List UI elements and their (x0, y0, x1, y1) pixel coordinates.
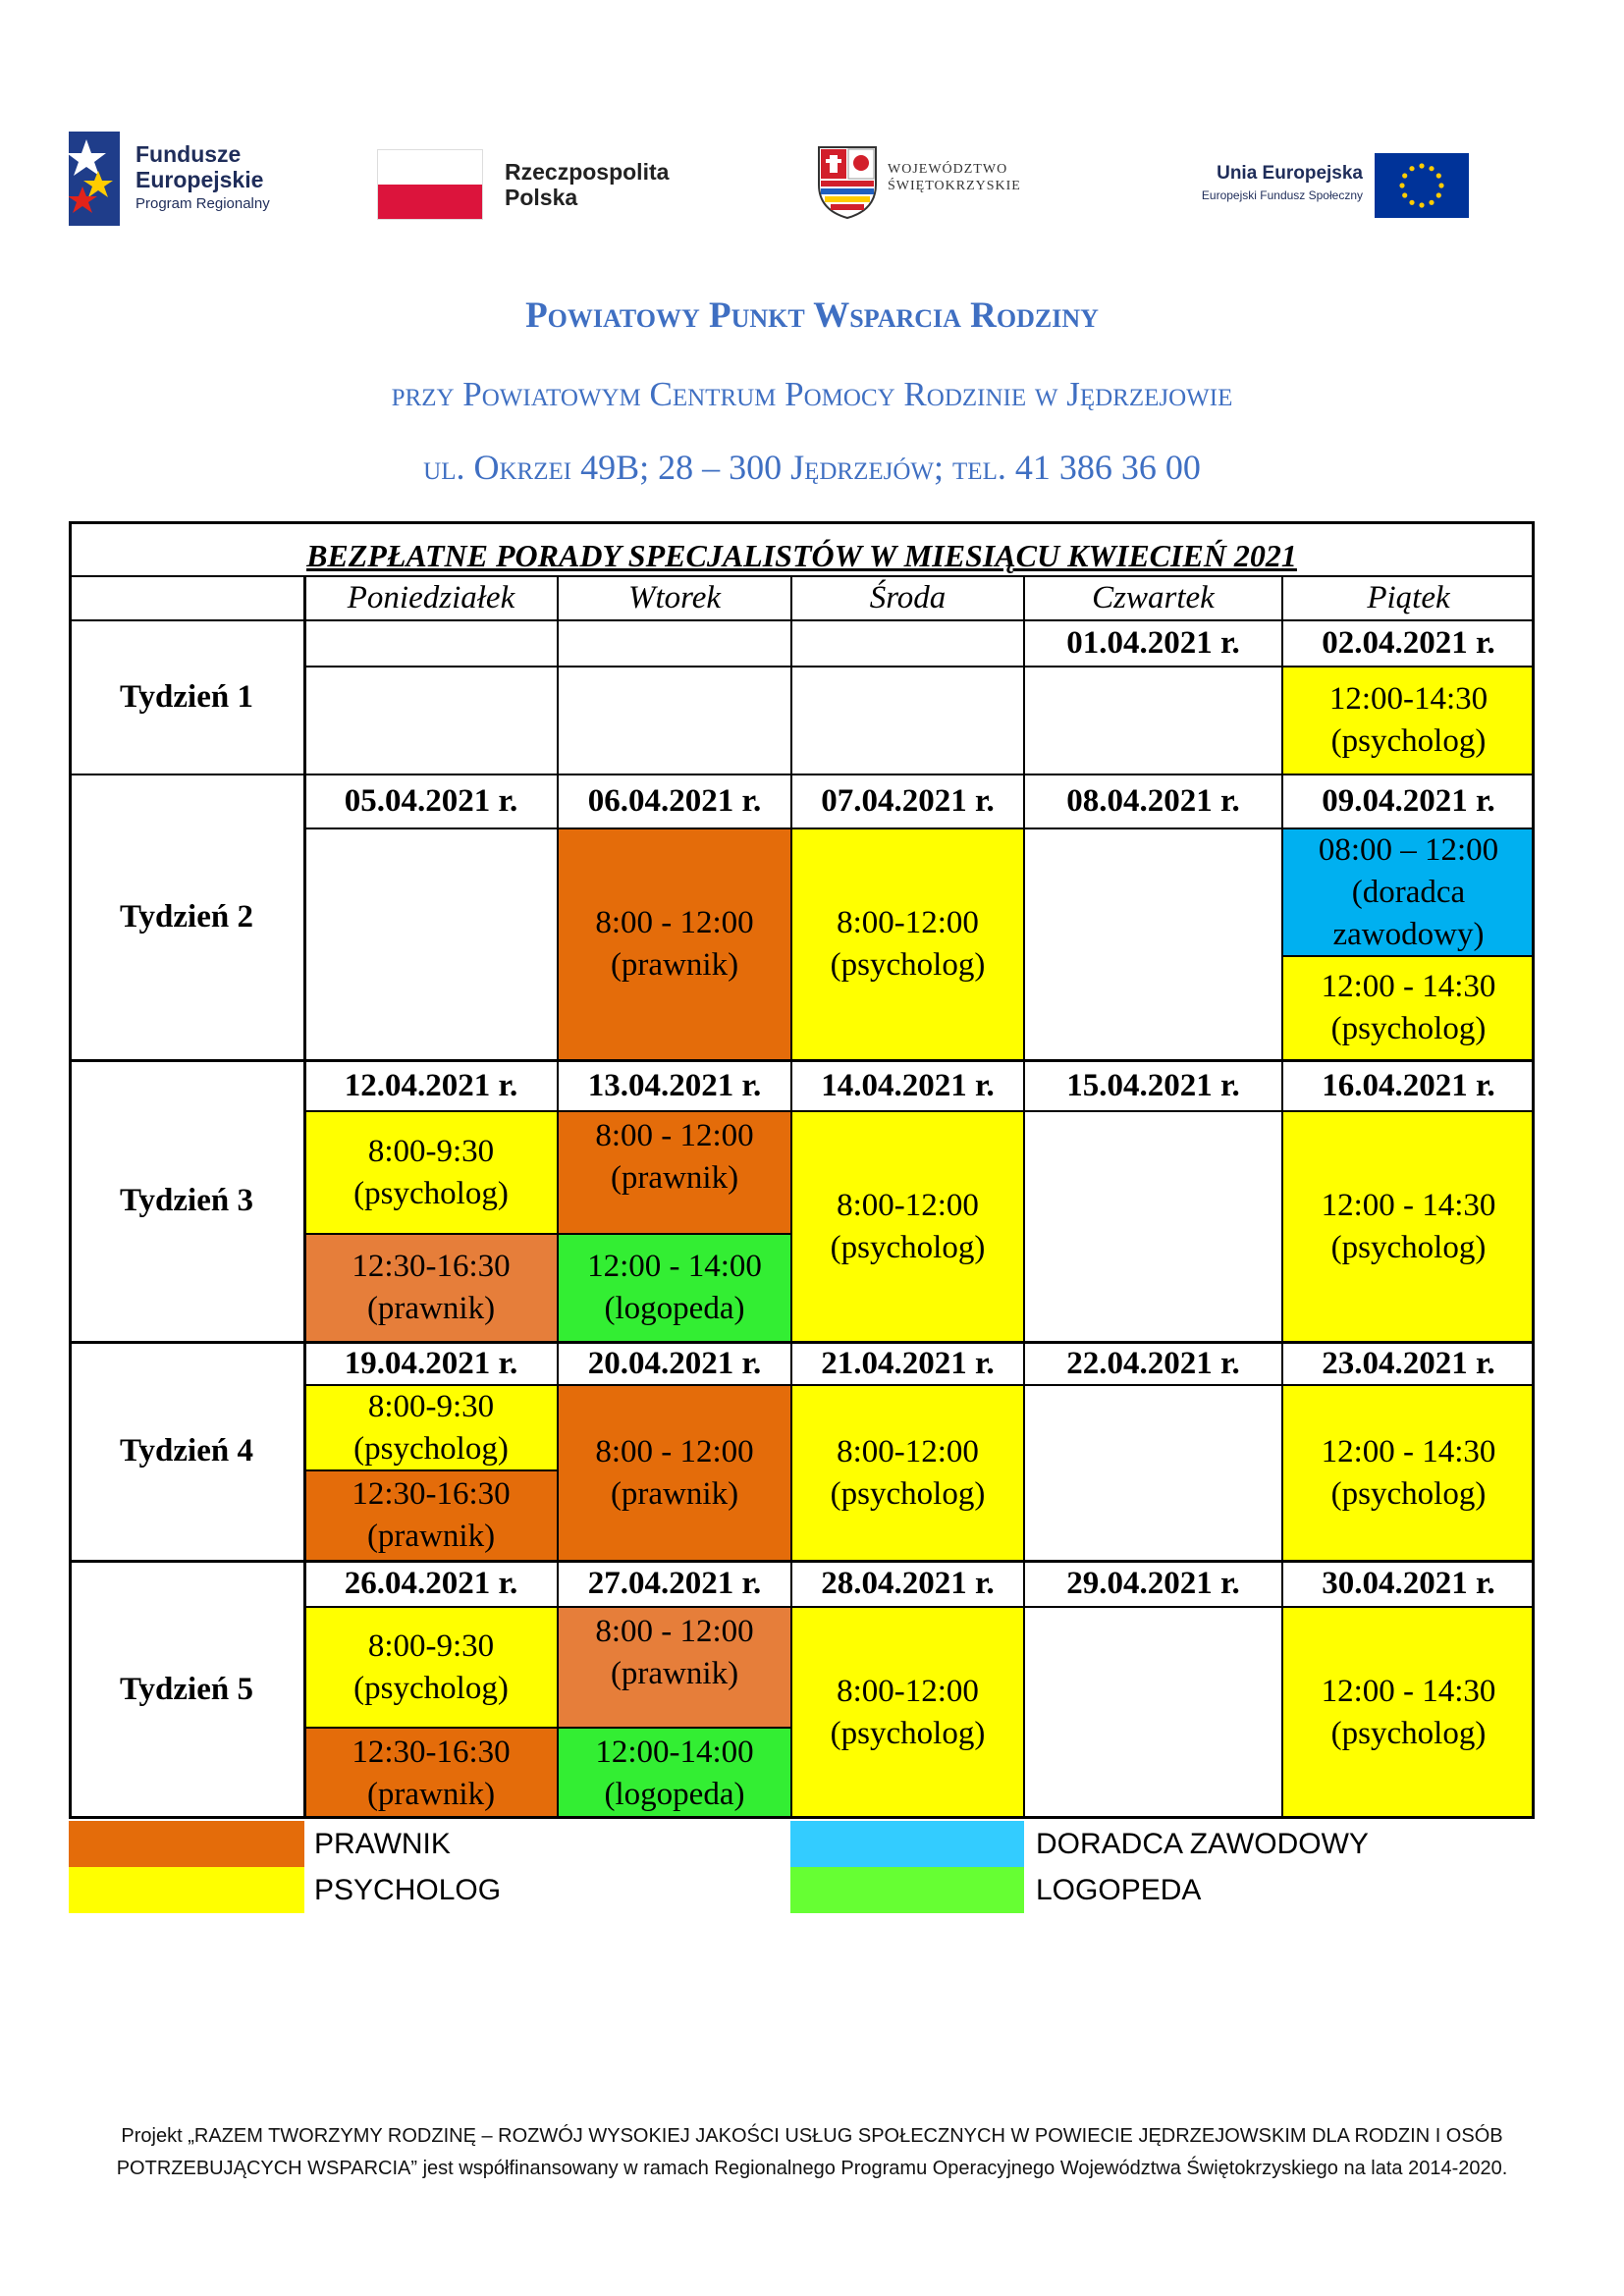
slot-w2-wed (791, 828, 1024, 1060)
page-subtitle: przy Powiatowym Centrum Pomocy Rodzinie w Jędrzejowie (391, 375, 1233, 413)
slot-role: (psycholog) (830, 1229, 986, 1265)
grid-line (303, 576, 306, 1819)
grid-line (69, 774, 1535, 775)
rzeczpospolita-polska-logo (377, 128, 691, 236)
day-header-monday: Poniedziałek (347, 580, 515, 615)
grid-line (304, 1606, 1535, 1608)
slot-role: (psycholog) (353, 1430, 509, 1467)
slot-role: (logopeda) (604, 1776, 745, 1812)
date-w4-wed: 21.04.2021 r. (821, 1345, 995, 1381)
slot-role: (psycholog) (1330, 1716, 1487, 1751)
slot-w4-fri (1282, 1385, 1535, 1561)
table-border-top (69, 521, 1535, 524)
date-w3-tue: 13.04.2021 r. (587, 1067, 762, 1103)
slot-time: 08:00 – 12:00 (1318, 831, 1499, 868)
date-w3-mon: 12.04.2021 r. (344, 1067, 518, 1103)
grid-line (304, 1110, 1535, 1112)
slot-role: (prawnik) (366, 1291, 496, 1326)
footer-project-note: Projekt „RAZEM TWORZYMY RODZINĘ – ROZWÓJ WYSOKIEJ JAKOŚCI USŁUG SPOŁECZNYCH W POWIECIE JĘDRZEJOWSKIM DLA RODZIN I OSÓB POTRZEBUJĄCYCH WSPARCIA” jest współfinansowany w ramach Regionalnego Programu Operacyjnego Województwa Świętokrzyskiego na lata 2014-2020. (116, 2125, 1508, 2179)
slot-time: 12:00-14:30 (1328, 681, 1489, 717)
grid-line (304, 828, 1535, 829)
week-label-4: Tydzień 4 (120, 1433, 253, 1468)
slot-time: 12:30-16:30 (352, 1476, 511, 1512)
slot-role: (psycholog) (830, 947, 986, 983)
slot-w5-fri (1282, 1607, 1535, 1819)
table-border-bottom (69, 1816, 1535, 1819)
grid-line (1023, 576, 1025, 1819)
legend-swatch-logopeda (790, 1867, 1024, 1913)
slot-w3-tue-a (558, 1111, 791, 1234)
date-w3-fri: 16.04.2021 r. (1322, 1067, 1495, 1103)
legend-label-doradca: DORADCA ZAWODOWY (1036, 1828, 1369, 1860)
date-w1-tue (558, 620, 791, 667)
legend-label-logopeda: LOGOPEDA (1036, 1874, 1202, 1906)
unia-europejska-logo (1157, 128, 1481, 236)
slot-time: 8:00-9:30 (367, 1133, 495, 1169)
grid-line (304, 666, 1535, 667)
grid-line (304, 1727, 791, 1729)
legend-swatch-psycholog (69, 1867, 304, 1913)
slot-role: (logopeda) (604, 1291, 745, 1326)
ue-line2: Europejski Fundusz Społeczny (1201, 188, 1363, 202)
slot-w5-tue-a (558, 1607, 791, 1728)
date-w1-mon (304, 620, 558, 667)
logo-bar (69, 128, 1483, 236)
slot-time: 8:00-12:00 (837, 905, 979, 940)
slot-time: 12:30-16:30 (352, 1734, 511, 1770)
slot-role: (prawnik) (610, 1475, 739, 1512)
slot-time: 8:00-12:00 (837, 1674, 979, 1709)
date-w1-thu: 01.04.2021 r. (1066, 625, 1240, 661)
table-border-left (69, 521, 72, 1819)
slot-w2-fri-b (1282, 956, 1535, 1060)
slot-time: 12:00 - 14:30 (1321, 1674, 1496, 1709)
day-header-wednesday: Środa (869, 580, 947, 615)
date-w2-tue: 06.04.2021 r. (587, 783, 762, 819)
slot-time: 8:00 - 12:00 (595, 1433, 754, 1469)
polish-flag-icon (377, 149, 483, 220)
grid-line (1282, 955, 1535, 957)
slot-role: (psycholog) (830, 1475, 986, 1512)
grid-line (69, 1059, 1535, 1062)
legend-swatch-prawnik (69, 1821, 304, 1867)
grid-line (557, 576, 559, 1819)
rp-line2: Polska (505, 185, 578, 210)
slot-w5-mon-b (304, 1728, 558, 1819)
slot-time: 8:00 - 12:00 (595, 1614, 754, 1649)
grid-line (69, 1560, 1535, 1563)
slot-time: 12:00 - 14:30 (1321, 1187, 1496, 1223)
date-w4-tue: 20.04.2021 r. (587, 1345, 762, 1381)
date-w2-thu: 08.04.2021 r. (1066, 783, 1240, 819)
slot-w4-wed (791, 1385, 1024, 1561)
date-w4-thu: 22.04.2021 r. (1066, 1345, 1240, 1381)
slot-role: (psycholog) (353, 1670, 509, 1706)
slot-time: 8:00 - 12:00 (595, 905, 754, 940)
slot-role-cont: zawodowy) (1332, 916, 1485, 952)
date-w1-wed (791, 620, 1024, 667)
slot-time: 8:00 - 12:00 (595, 1118, 754, 1153)
slot-role: (prawnik) (610, 1656, 739, 1691)
grid-line (304, 1233, 791, 1235)
eu-flag-icon (1375, 153, 1469, 218)
slot-time: 8:00-9:30 (367, 1388, 495, 1424)
date-w5-mon: 26.04.2021 r. (344, 1566, 518, 1601)
slot-w5-wed (791, 1607, 1024, 1819)
slot-time: 12:00 - 14:30 (1321, 1433, 1496, 1469)
slot-time: 12:00 - 14:00 (587, 1249, 762, 1284)
slot-time: 8:00-12:00 (837, 1187, 979, 1223)
slot-role: (psycholog) (1330, 1229, 1487, 1265)
week-label-5: Tydzień 5 (120, 1672, 253, 1707)
coat-of-arms-icon (817, 145, 878, 220)
grid-line (1281, 576, 1283, 1819)
legend-label-psycholog: PSYCHOLOG (314, 1874, 502, 1906)
woj-line2: ŚWIĘTOKRZYSKIE (888, 179, 1021, 193)
slot-w3-tue-b (558, 1234, 791, 1342)
slot-time: 8:00-12:00 (837, 1433, 979, 1469)
slot-w4-mon-b (304, 1470, 558, 1561)
fundusze-europejskie-logo (69, 128, 304, 236)
slot-time: 8:00-9:30 (367, 1628, 495, 1664)
schedule-table (69, 521, 1535, 1819)
date-w5-wed: 28.04.2021 r. (821, 1566, 995, 1601)
slot-w4-tue (558, 1385, 791, 1561)
week-label-1: Tydzień 1 (120, 679, 253, 715)
day-header-tuesday: Wtorek (627, 580, 722, 615)
slot-w4-mon-a (304, 1385, 558, 1470)
grid-line (304, 1469, 558, 1471)
date-w5-thu: 29.04.2021 r. (1066, 1566, 1240, 1601)
slot-w1-fri (1282, 667, 1535, 774)
slot-role: (psycholog) (830, 1716, 986, 1751)
slot-w5-tue-b (558, 1728, 791, 1819)
date-w2-mon: 05.04.2021 r. (344, 783, 518, 819)
slot-role: (prawnik) (610, 1160, 739, 1196)
slot-w5-mon-a (304, 1607, 558, 1728)
slot-time: 12:00 - 14:30 (1321, 969, 1496, 1004)
slot-role: (prawnik) (366, 1776, 496, 1812)
slot-w2-tue (558, 828, 791, 1060)
wojewodztwo-logo (817, 128, 1053, 236)
woj-line1: WOJEWÓDZTWO (888, 162, 1008, 177)
slot-role: (psycholog) (353, 1175, 509, 1211)
slot-role: (psycholog) (1330, 1475, 1487, 1512)
slot-w3-mon-a (304, 1111, 558, 1234)
slot-role: (doradca (1351, 874, 1466, 910)
date-w3-thu: 15.04.2021 r. (1066, 1067, 1240, 1103)
day-header-friday: Piątek (1367, 580, 1450, 615)
grid-line (69, 575, 1535, 577)
slot-w3-fri (1282, 1111, 1535, 1342)
slot-w3-wed (791, 1111, 1024, 1342)
grid-line (69, 1341, 1535, 1344)
legend-swatch-doradca (790, 1821, 1024, 1867)
date-w4-fri: 23.04.2021 r. (1322, 1345, 1495, 1381)
date-w2-fri: 09.04.2021 r. (1322, 783, 1495, 819)
slot-time: 12:00-14:00 (595, 1734, 754, 1770)
legend-label-prawnik: PRAWNIK (314, 1828, 451, 1860)
date-w3-wed: 14.04.2021 r. (821, 1067, 995, 1103)
date-w4-mon: 19.04.2021 r. (344, 1345, 518, 1381)
fundusze-line3: Program Regionalny (135, 195, 270, 212)
fundusze-line1: Fundusze (135, 141, 242, 167)
slot-role: (psycholog) (1330, 1011, 1487, 1046)
rp-line1: Rzeczpospolita (505, 159, 670, 185)
table-border-right (1532, 521, 1535, 1819)
day-header-thursday: Czwartek (1092, 580, 1215, 615)
ue-line1: Unia Europejska (1217, 163, 1363, 184)
date-w5-tue: 27.04.2021 r. (587, 1566, 762, 1601)
week-label-3: Tydzień 3 (120, 1183, 253, 1218)
page-title: Powiatowy Punkt Wsparcia Rodziny (525, 295, 1099, 336)
fundusze-line2: Europejskie (135, 167, 264, 192)
slot-role: (prawnik) (610, 947, 739, 983)
date-w1-fri: 02.04.2021 r. (1322, 625, 1495, 661)
slot-w3-mon-b (304, 1234, 558, 1342)
page-address: ul. Okrzei 49B; 28 – 300 Jędrzejów; tel. 41 386 36 00 (423, 448, 1201, 487)
slot-role: (psycholog) (1330, 723, 1487, 759)
slot-time: 12:30-16:30 (352, 1249, 511, 1284)
date-w2-wed: 07.04.2021 r. (821, 783, 995, 819)
grid-line (69, 619, 1535, 621)
slot-role: (prawnik) (366, 1519, 496, 1554)
date-w5-fri: 30.04.2021 r. (1322, 1566, 1495, 1601)
slot-w2-fri-a (1282, 828, 1535, 956)
week-label-2: Tydzień 2 (120, 899, 253, 934)
grid-line (790, 576, 792, 1819)
table-title: BEZPŁATNE PORADY SPECJALISTÓW W MIESIĄCU KWIECIEŃ 2021 (306, 537, 1297, 573)
grid-line (304, 1384, 1535, 1386)
fundusze-europejskie-mark-icon (69, 132, 120, 226)
